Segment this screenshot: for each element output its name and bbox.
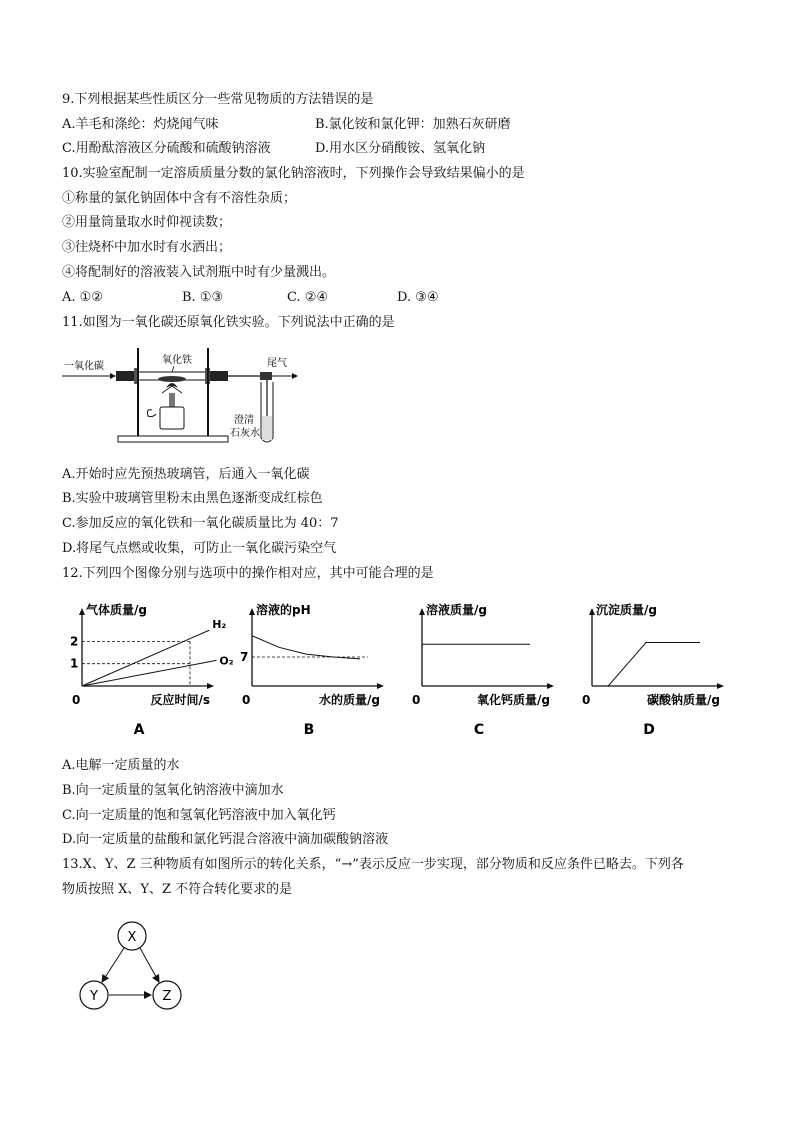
graph-d-series bbox=[592, 643, 700, 687]
node-z-label: Z bbox=[162, 989, 172, 1004]
graph-d-x-label: 碳酸钠质量/g bbox=[647, 693, 720, 707]
node-y-label: Y bbox=[90, 989, 98, 1004]
q9-option-c: C.用酚酞溶液区分硫酸和硫酸钠溶液 bbox=[62, 141, 271, 156]
graph-a-series-o2 bbox=[82, 660, 216, 686]
right-stopper bbox=[210, 371, 228, 381]
graph-c-origin: 0 bbox=[412, 693, 421, 707]
alcohol-lamp bbox=[160, 407, 184, 429]
graph-c-letter: C bbox=[473, 722, 485, 738]
q12-option-b: B.向一定质量的氢氧化钠溶液中滴加水 bbox=[62, 783, 284, 798]
graph-b-origin: 0 bbox=[242, 693, 251, 707]
graph-b-y-label: 溶液的pH bbox=[256, 603, 311, 617]
graph-b-x-arrow bbox=[377, 683, 384, 689]
q10-item-4: ④将配制好的溶液装入试剂瓶中时有少量溅出。 bbox=[62, 265, 336, 280]
q11-option-a: A.开始时应先预热玻璃管，后通入一氧化碳 bbox=[62, 467, 310, 482]
node-x-label: X bbox=[127, 930, 137, 945]
q11-stem: 11.如图为一氧化碳还原氧化铁实验。下列说法中正确的是 bbox=[62, 315, 395, 330]
co-reduction-apparatus bbox=[62, 338, 302, 450]
graph-a-y-arrow bbox=[79, 608, 85, 615]
arrow-head bbox=[292, 373, 298, 379]
q9-option-d: D.用水区分硝酸铵、氢氧化钠 bbox=[315, 141, 486, 156]
q9-option-b: B.氯化铵和氯化钾：加熟石灰研磨 bbox=[315, 117, 511, 132]
q10-stem: 10.实验室配制一定溶质质量分数的氯化钠溶液时，下列操作会导致结果偏小的是 bbox=[62, 166, 525, 181]
q10-option-c: C. ②④ bbox=[287, 290, 329, 305]
q12-option-d: D.向一定质量的盐酸和氯化钙混合溶液中滴加碳酸钠溶液 bbox=[62, 832, 389, 847]
iron-oxide-pointer bbox=[172, 366, 174, 372]
graph-a-series-label-h2: H₂ bbox=[212, 618, 227, 632]
q11-option-d: D.将尾气点燃或收集，可防止一氧化碳污染空气 bbox=[62, 541, 337, 556]
co-label: 一氧化碳 bbox=[64, 361, 104, 372]
lamp-knob bbox=[148, 410, 157, 417]
limewater-label-1: 澄清 bbox=[234, 415, 254, 426]
arrow-head bbox=[110, 373, 116, 379]
iron-oxide-label: 氧化铁 bbox=[162, 355, 192, 366]
flame-guard bbox=[162, 386, 182, 393]
graph-d-origin: 0 bbox=[582, 693, 591, 707]
graph-a-series-label-o2: O₂ bbox=[219, 654, 234, 668]
q9-option-a: A.羊毛和涤纶：灼烧闻气味 bbox=[62, 117, 219, 132]
iron-oxide-powder bbox=[158, 376, 186, 382]
arrow-x-to-y bbox=[102, 948, 124, 982]
graph-b-series bbox=[252, 636, 360, 659]
lamp-chimney bbox=[169, 393, 175, 407]
tail-gas-label: 尾气 bbox=[267, 358, 287, 369]
graph-d-y-label: 沉淀质量/g bbox=[596, 603, 657, 617]
graph-b-x-label: 水的质量/g bbox=[319, 693, 380, 707]
graph-a-ytick-2: 2 bbox=[70, 634, 79, 649]
graph-a-x-label: 反应时间/s bbox=[150, 693, 210, 707]
q10-item-3: ③往烧杯中加水时有水洒出； bbox=[62, 240, 232, 255]
graph-c-y-label: 溶液质量/g bbox=[426, 603, 487, 617]
q11-option-b: B.实验中玻璃管里粉末由黑色逐渐变成红棕色 bbox=[62, 491, 323, 506]
outlet-stopper bbox=[260, 372, 272, 380]
arrow-x-to-z bbox=[140, 948, 159, 982]
flame bbox=[166, 383, 178, 388]
graph-c-y-arrow bbox=[419, 608, 425, 615]
q10-option-d: D. ③④ bbox=[397, 290, 439, 305]
graph-c-x-label: 氧化钙质量/g bbox=[477, 693, 550, 707]
graph-a-ytick-1: 1 bbox=[70, 656, 79, 671]
q9-stem: 9.下列根据某些性质区分一些常见物质的方法错误的是 bbox=[62, 92, 374, 107]
q10-option-b: B. ①③ bbox=[182, 290, 224, 305]
q10-item-1: ①称量的氯化钠固体中含有不溶性杂质； bbox=[62, 191, 297, 206]
graph-b-y-arrow bbox=[249, 608, 255, 615]
left-stopper bbox=[116, 371, 134, 381]
graph-d-letter: D bbox=[643, 722, 655, 738]
graph-d-y-arrow bbox=[589, 608, 595, 615]
q10-option-a: A. ①② bbox=[62, 290, 103, 305]
graph-b-ytick-7: 7 bbox=[240, 650, 249, 664]
limewater bbox=[262, 416, 272, 440]
graph-a-letter: A bbox=[133, 722, 145, 738]
graph-a-y-label: 气体质量/g bbox=[86, 603, 147, 617]
q10-item-2: ②用量筒量取水时仰视读数； bbox=[62, 215, 232, 230]
graph-a-x-arrow bbox=[207, 683, 214, 689]
xyz-conversion-diagram bbox=[72, 918, 192, 1014]
q13-stem-line-2: 物质按照 X、Y、Z 不符合转化要求的是 bbox=[62, 882, 293, 897]
q13-stem-line-1: 13.X、Y、Z 三种物质有如图所示的转化关系，“→”表示反应一步实现，部分物质和反应条件已略去。下列各 bbox=[62, 857, 684, 872]
graph-b-letter: B bbox=[303, 722, 315, 738]
graph-d-x-arrow bbox=[717, 683, 724, 689]
q12-option-c: C.向一定质量的饱和氢氧化钙溶液中加入氧化钙 bbox=[62, 808, 336, 823]
stand-base bbox=[118, 436, 228, 442]
graph-c-x-arrow bbox=[547, 683, 554, 689]
q12-graphs bbox=[60, 598, 740, 748]
q11-option-c: C.参加反应的氧化铁和一氧化碳质量比为 40：7 bbox=[62, 516, 339, 531]
graph-a-origin: 0 bbox=[72, 693, 81, 707]
q12-option-a: A.电解一定质量的水 bbox=[62, 758, 180, 773]
q12-stem: 12.下列四个图像分别与选项中的操作相对应，其中可能合理的是 bbox=[62, 566, 434, 581]
q12-graphs-svg bbox=[60, 598, 740, 748]
limewater-label-2: 石灰水 bbox=[230, 428, 260, 439]
